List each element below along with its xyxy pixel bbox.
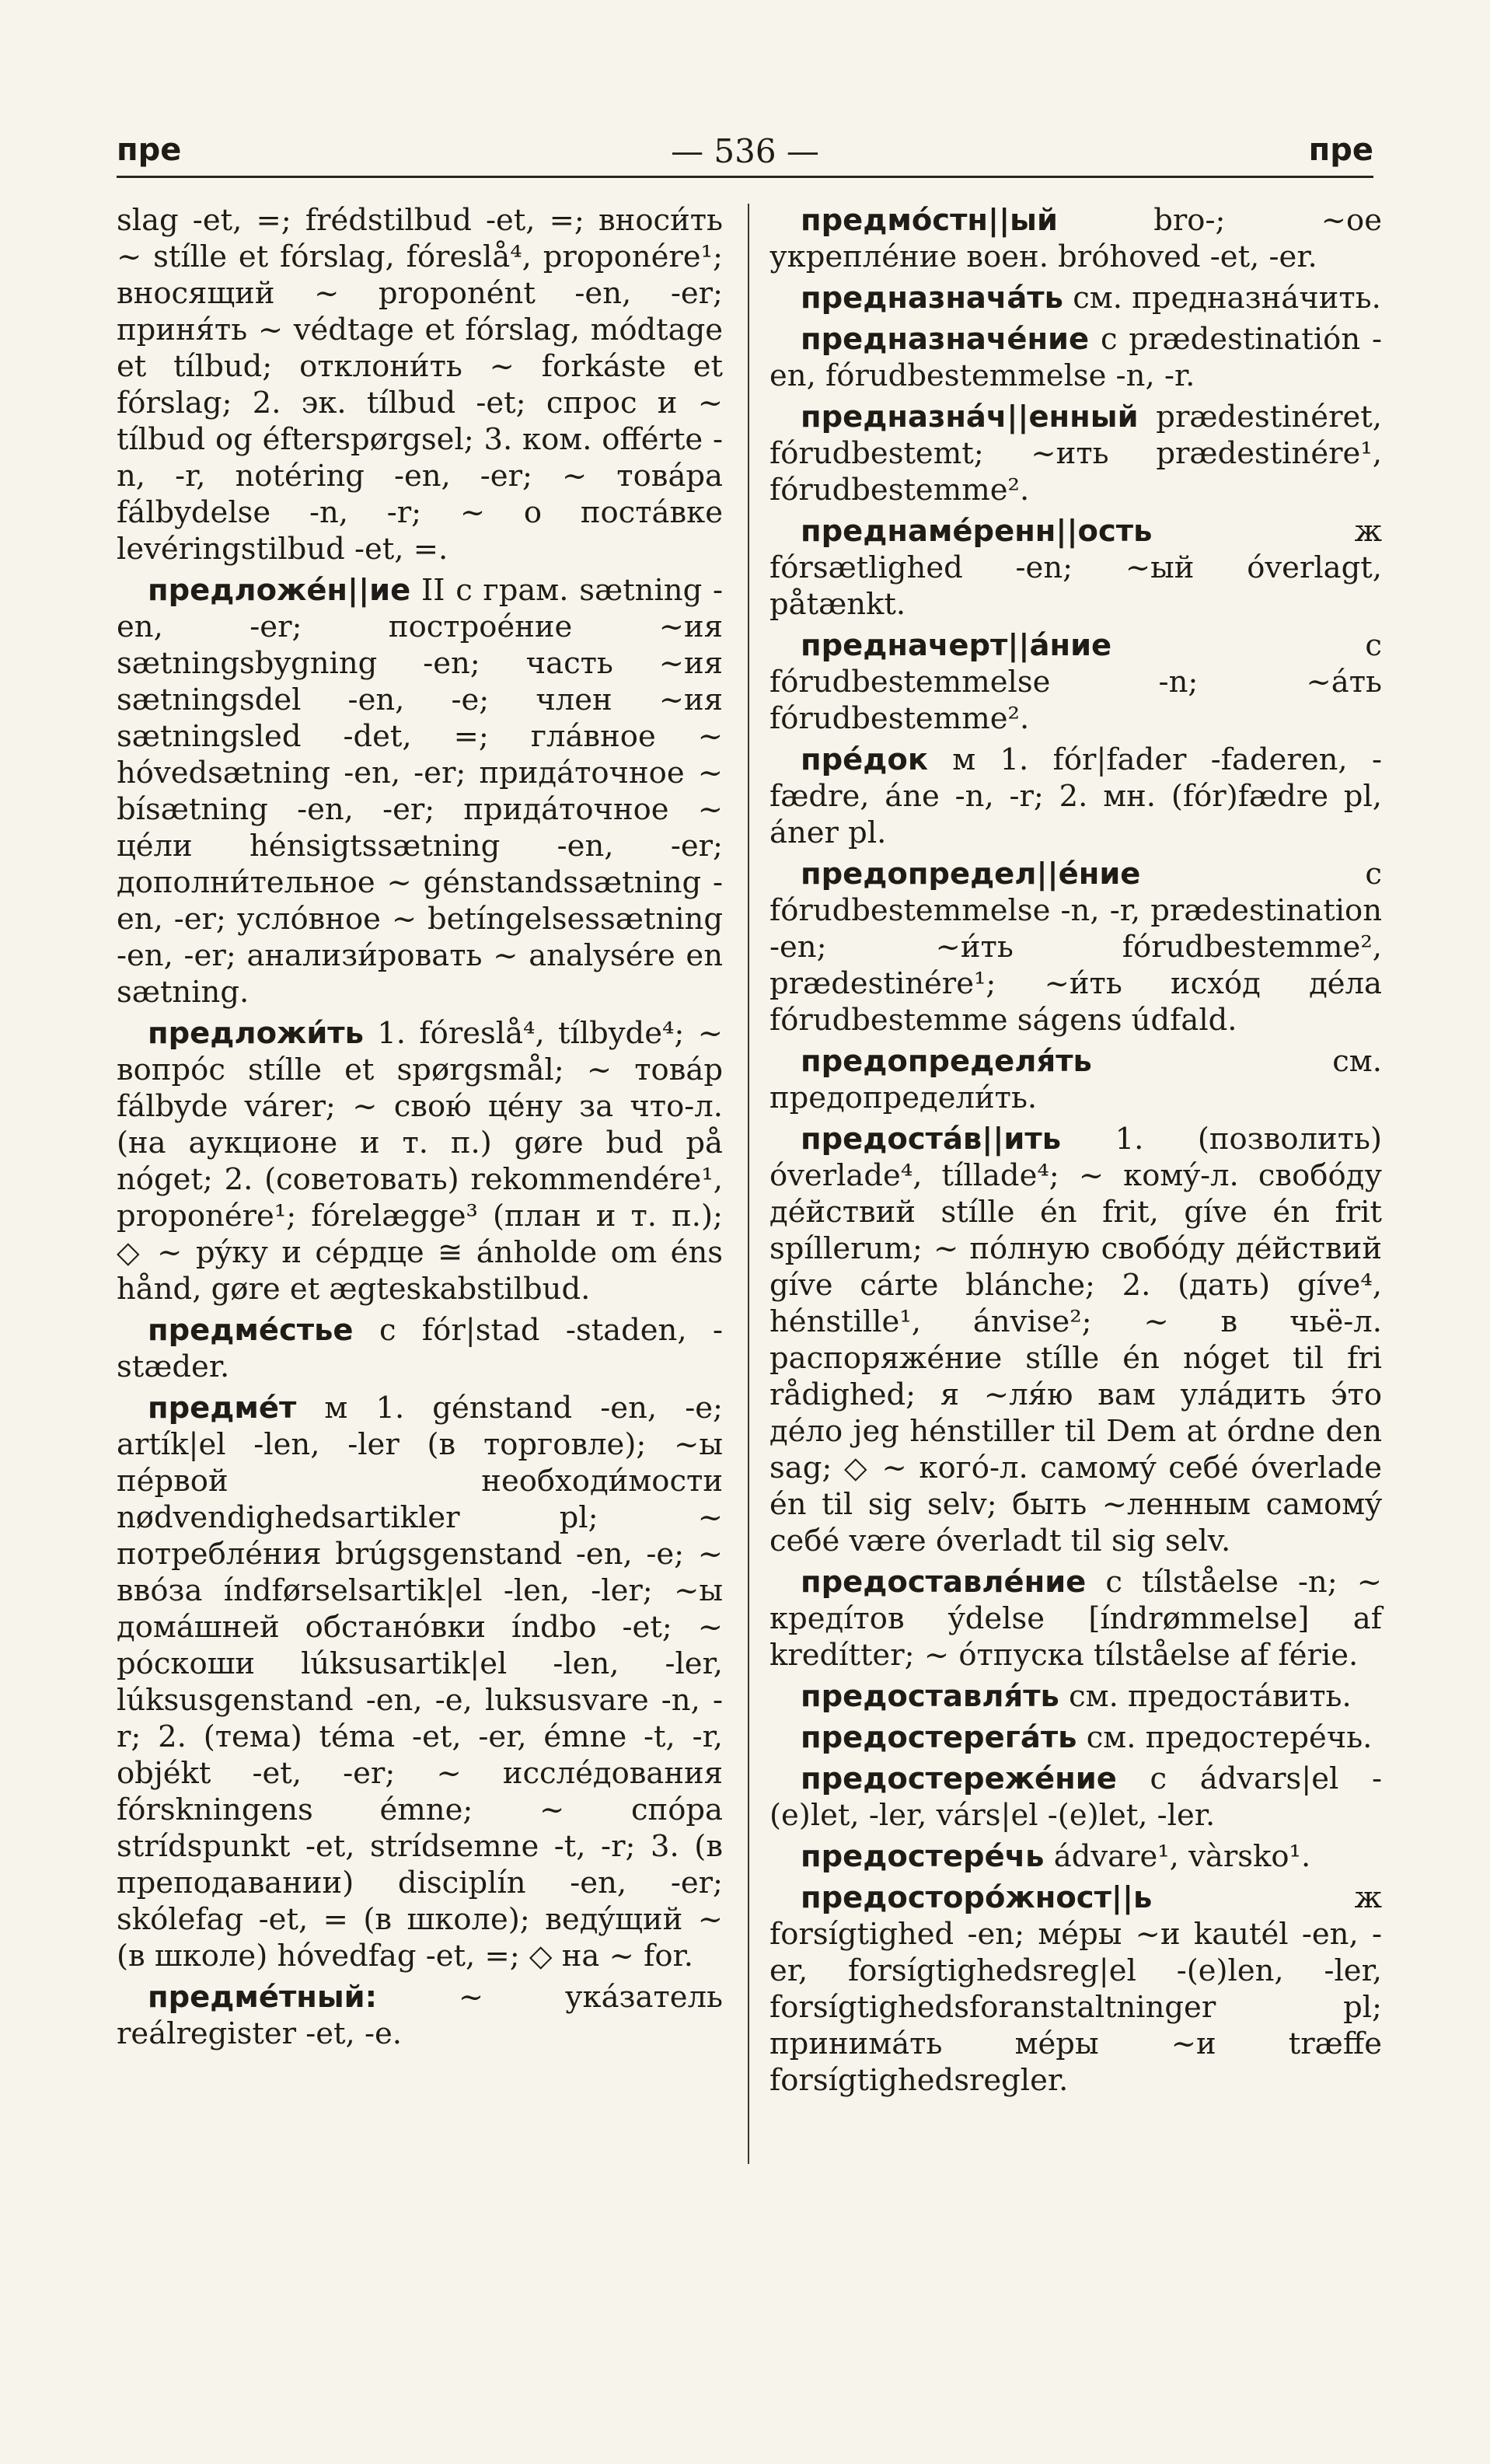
entry-text: м 1. génstand -en, -e; artík|el -len, -ler (в торговле); ~ы пéрвой необходи́мости nødvendighedsartikler pl; ~ потреблéния brúgsgenstand -en, -e; ~ ввóза índførselsartik|el -len, -ler; ~ы домáшней обстанóвки índbo -et; ~ рóскоши lúksusartik|el -len, -ler, lúksusgenstand -en, -e, luksusvare -n, -r; 2. (тема) téma -et, -er, émne -t, -r, objékt -et, -er; ~ исслéдования fórskningens émne; ~ спóра strídspunkt -et, strídsemne -t, -r; 3. (в преподавании) disciplín -en, -er; skólefag -et, = (в школе); ведýщий ~ (в школе) hóvedfag -et, =; ◇ на ~ for. xyxy=(117,1391,723,1974)
dictionary-entry xyxy=(769,1761,1382,1834)
dictionary-entry xyxy=(117,1015,723,1307)
dictionary-entry xyxy=(769,202,1382,275)
headword: предосторóжност||ь xyxy=(801,1880,1153,1915)
headword: предназначáть xyxy=(801,281,1063,316)
entry-text: см. предназнáчить. xyxy=(1063,281,1381,316)
entry-text: с fór|stad -staden, -stæder. xyxy=(117,1313,723,1384)
entry-text: 1. fóreslå⁴, tílbyde⁴; ~ вопрóс stílle et spørgsmål; ~ товáр fálbyde várer; ~ свою́ цéну за что-л. (на аукционе и т. п.) gøre bud på nóget; 2. (советовать) rekommendére¹, proponére¹; fórelægge³ (план и т. п.); ◇ ~ рýку и сéрдце ≅ ánholde om éns hånd, gøre et ægteskabstilbud. xyxy=(117,1016,723,1307)
headword: прéдок xyxy=(801,742,928,777)
entry-text: ж forsígtighed -en; мéры ~и kautél -en, -er, forsígtighedsreg|el -(e)len, -ler, forsígtighedsforanstaltninger pl; принимáть мéры ~и træffe forsígtighedsregler. xyxy=(769,1880,1382,2098)
headword: предоставля́ть xyxy=(801,1679,1059,1714)
dictionary-entry xyxy=(769,1838,1382,1875)
dictionary-entry xyxy=(117,1312,723,1385)
dictionary-entry xyxy=(769,280,1382,316)
dictionary-entry xyxy=(769,1121,1382,1559)
entry-text: bro-; ~ое укреплéние воен. bróhoved -et, -er. xyxy=(769,203,1382,274)
dictionary-entry xyxy=(769,513,1382,623)
headword: предложи́ть xyxy=(148,1016,364,1051)
headword: предостáв||ить xyxy=(801,1122,1062,1157)
dictionary-entry xyxy=(117,572,723,1010)
headword: предопределя́ть xyxy=(801,1044,1092,1079)
column-divider xyxy=(748,204,749,2164)
entry-text: с ádvars|el -(e)let, -ler, várs|el -(e)let, -ler. xyxy=(769,1761,1382,1833)
entry-text: см. предостерéчь. xyxy=(1076,1720,1373,1755)
dictionary-entry xyxy=(769,856,1382,1038)
left-column xyxy=(117,202,723,2057)
dictionary-entry xyxy=(769,742,1382,851)
entry-text: с fórudbestemmelse -n; ~áть fórudbestemme². xyxy=(769,628,1382,736)
entry-text: 1. (позволить) óverlade⁴, tíllade⁴; ~ комý-л. свобóду дéйствий stílle én frit, gíve én frit spíllerum; ~ пóлную свобóду дéйствий gíve cárte blánche; 2. (дать) gíve⁴, hénstille¹, ánvise²; ~ в чьё-л. распоряжéние stílle én nóget til fri rådighed; я ~ля́ю вам улáдить э́то дéло jeg hénstiller til Dem at órdne den sag; ◇ ~ когó-л. самомý себé óverlade én til sig selv; быть ~ленным самомý себé være óverladt til sig selv. xyxy=(769,1122,1382,1558)
entry-text: м 1. fór|fader -faderen, -fædre, áne -n, -r; 2. мн. (fór)fædre pl, áner pl. xyxy=(769,742,1382,850)
headword: предложéн||ие xyxy=(148,573,411,608)
headword: предмóстн||ый xyxy=(801,203,1058,238)
page-number: — 536 — xyxy=(671,132,819,170)
left-guide-word: пре xyxy=(117,132,182,168)
entry-text: slag -et, =; frédstilbud -et, =; вноси́ть ~ stílle et fórslag, fóreslå⁴, proponére¹; вносящий ~ proponént -en, -er; приня́ть ~ védtage et fórslag, módtage et tílbud; отклони́ть ~ forkáste et fórslag; 2. эк. tílbud -et; спрос и ~ tílbud og éfterspørgsel; 3. ком. offérte -n, -r, notéring -en, -er; ~ товáра fálbydelse -n, -r; ~ о постáвке levéringstilbud -et, =. xyxy=(117,203,723,567)
headword: предопредел||éние xyxy=(801,857,1141,892)
entry-text: с fórudbestemmelse -n, -r, prædestination -en; ~и́ть fórudbestemme², prædestinére¹; ~и́ть исхóд дéла fórudbestemme ságens údfald. xyxy=(769,857,1382,1038)
entry-text: ж fórsætlighed -en; ~ый óverlagt, påtænkt. xyxy=(769,514,1382,622)
headword: преднамéренн||ость xyxy=(801,514,1153,549)
headword: предназначéние xyxy=(801,322,1090,357)
entry-text: см. предостáвить. xyxy=(1059,1679,1352,1714)
page-header xyxy=(117,132,1373,179)
headword: предостерегáть xyxy=(801,1720,1077,1755)
entry-text: ~ укáзатель reálregister -et, -e. xyxy=(117,1980,723,2051)
entry-text: см. предопредели́ть. xyxy=(769,1044,1382,1115)
headword: предмéт xyxy=(148,1391,297,1426)
headword: предостерéчь xyxy=(801,1839,1045,1874)
entry-text: ádvare¹, vàrsko¹. xyxy=(1044,1839,1311,1874)
headword: предмéстье xyxy=(148,1313,354,1348)
dictionary-entry xyxy=(117,1979,723,2052)
entry-text: prædestinéret, fórudbestemt; ~ить prædestinére¹, fórudbestemme². xyxy=(769,400,1382,508)
headword: предостережéние xyxy=(801,1761,1117,1796)
dictionary-entry xyxy=(769,1719,1382,1756)
dictionary-entry xyxy=(117,1390,723,1974)
headword: предначерт||áние xyxy=(801,628,1112,663)
headword: предоставлéние xyxy=(801,1565,1087,1600)
dictionary-entry xyxy=(769,399,1382,508)
dictionary-entry xyxy=(769,627,1382,737)
dictionary-entry xyxy=(769,1043,1382,1116)
entry-text: с prædestinatión -en, fórudbestemmelse -n, -r. xyxy=(769,322,1382,393)
dictionary-entry xyxy=(769,1564,1382,1673)
entry-text: II с грам. sætning -en, -er; построéние ~ия sætningsbygning -en; часть ~ия sætningsdel -en, -e; член ~ия sætningsled -det, =; глáвное ~ hóvedsætning -en, -er; придáточное ~ bísætning -en, -er; придáточное ~ цéли hénsigtssætning -en, -er; дополни́тельное ~ génstandssætning -en, -er; услóвное ~ betíngelsessætning -en, -er; анализи́ровать ~ analysére en sætning. xyxy=(117,573,723,1010)
dictionary-entry xyxy=(769,1879,1382,2099)
right-guide-word: пре xyxy=(1308,132,1373,168)
entry-text: с tílståelse -n; ~ кредíтов ýdelse [índrømmelse] af kredítter; ~ óтпуска tílståelse af férie. xyxy=(769,1565,1382,1673)
headword: предназнáч||енный xyxy=(801,400,1139,435)
header-rule xyxy=(117,176,1373,178)
dictionary-entry xyxy=(117,202,723,567)
dictionary-entry xyxy=(769,1678,1382,1715)
dictionary-entry xyxy=(769,321,1382,394)
headword: предмéтный: xyxy=(148,1980,378,2015)
right-column xyxy=(769,202,1382,2103)
